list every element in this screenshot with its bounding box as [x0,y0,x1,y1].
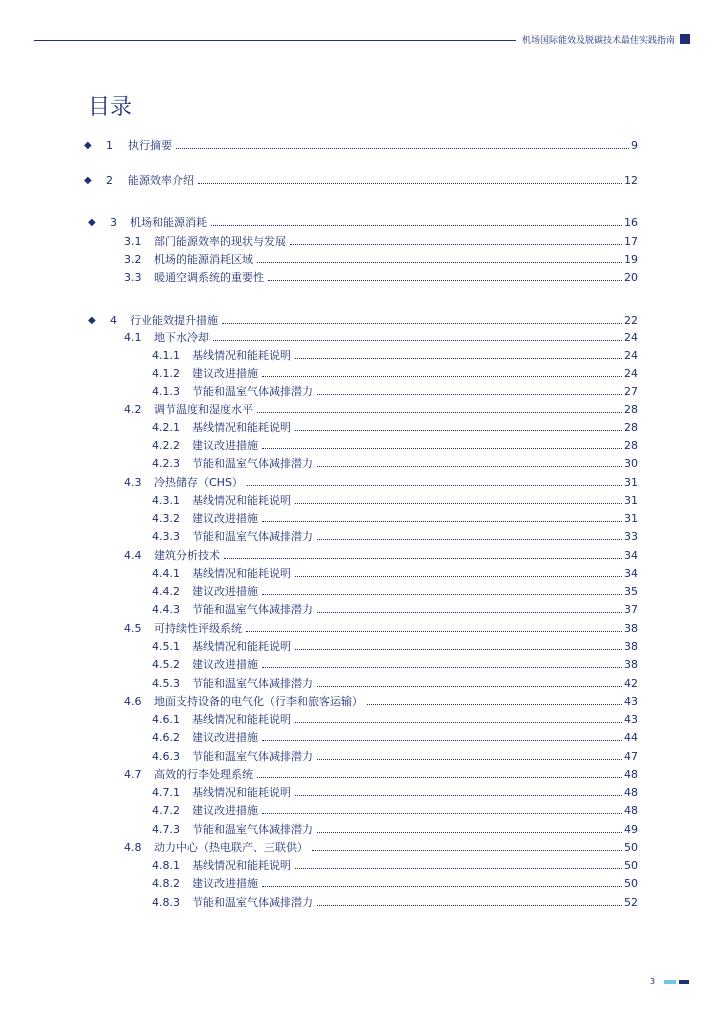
toc-leader-dots [213,339,622,341]
toc-entry-label: 建筑分析技术 [154,549,220,562]
toc-entry-number: 4.2.1 [152,421,180,434]
toc-entry-label: 建议改进措施 [192,804,258,817]
toc-entry-label: 可持续性评级系统 [154,622,242,635]
toc-entry-label: 基线情况和能耗说明 [192,494,291,507]
toc-entry-page: 31 [624,494,638,507]
toc-entry-subsection[interactable] [152,803,638,819]
toc-entry-number: 4.8 [124,841,142,854]
toc-entry-number: 4.3.1 [152,494,180,507]
toc-entry-label: 建议改进措施 [192,512,258,525]
toc-leader-dots [262,666,622,668]
diamond-bullet-icon: ◆ [88,315,96,326]
toc-entry-number: 4.7.1 [152,786,180,799]
toc-entry-section[interactable] [124,270,638,286]
toc-entry-number: 4.6 [124,695,142,708]
diamond-bullet-icon: ◆ [84,140,92,151]
toc-entry-page: 34 [624,567,638,580]
toc-entry-number: 4.4.3 [152,603,180,616]
toc-entry-chapter[interactable] [84,138,638,154]
toc-entry-label: 节能和温室气体减排潜力 [192,530,313,543]
toc-entry-number: 4.7.2 [152,804,180,817]
toc-entry-label: 暖通空调系统的重要性 [154,271,264,284]
toc-entry-subsection[interactable] [152,749,638,765]
toc-entry-page: 48 [624,786,638,799]
toc-entry-page: 48 [624,804,638,817]
toc-entry-page: 49 [624,823,638,836]
toc-entry-page: 9 [631,139,638,152]
toc-entry-page: 38 [624,658,638,671]
toc-entry-page: 19 [624,253,638,266]
toc-entry-number: 4.7 [124,768,142,781]
toc-entry-page: 17 [624,235,638,248]
toc-entry-subsection[interactable] [152,895,638,911]
toc-entry-subsection[interactable] [152,420,638,436]
header-rule [34,40,516,41]
toc-leader-dots [317,831,622,833]
toc-entry-label: 建议改进措施 [192,877,258,890]
toc-leader-dots [295,648,622,650]
running-header-title: 机场国际能效及脱碳技术最佳实践指南 [522,36,676,46]
toc-entry-page: 38 [624,622,638,635]
toc-entry-page: 24 [624,331,638,344]
toc-entry-number: 3.3 [124,271,142,284]
toc-entry-label: 机场的能源消耗区域 [154,253,253,266]
toc-entry-page: 30 [624,457,638,470]
toc-leader-dots [262,593,622,595]
toc-entry-label: 建议改进措施 [192,367,258,380]
toc-entry-page: 35 [624,585,638,598]
toc-entry-page: 42 [624,677,638,690]
toc-entry-page: 48 [624,768,638,781]
toc-entry-number: 3 [110,216,117,229]
toc-entry-section[interactable] [124,767,638,783]
diamond-bullet-icon: ◆ [84,175,92,186]
toc-entry-section[interactable] [124,402,638,418]
toc-entry-number: 4.6.1 [152,713,180,726]
toc-entry-page: 37 [624,603,638,616]
toc-entry-chapter[interactable] [84,173,638,189]
toc-entry-label: 节能和温室气体减排潜力 [192,603,313,616]
toc-entry-subsection[interactable] [152,584,638,600]
toc-leader-dots [247,484,622,486]
toc-entry-number: 4.3.3 [152,530,180,543]
toc-entry-page: 47 [624,750,638,763]
toc-entry-subsection[interactable] [152,511,638,527]
toc-leader-dots [262,812,622,814]
toc-leader-dots [295,502,622,504]
toc-entry-number: 4 [110,314,117,327]
toc-entry-page: 50 [624,859,638,872]
toc-leader-dots [262,447,622,449]
toc-entry-number: 4.4 [124,549,142,562]
toc-entry-page: 38 [624,640,638,653]
toc-entry-page: 22 [624,314,638,327]
toc-leader-dots [295,721,622,723]
toc-entry-label: 部门能源效率的现状与发展 [154,235,286,248]
toc-leader-dots [262,375,622,377]
toc-entry-number: 4.4.1 [152,567,180,580]
toc-leader-dots [317,904,622,906]
toc-entry-number: 3.2 [124,253,142,266]
toc-entry-subsection[interactable] [152,529,638,545]
toc-leader-dots [312,849,622,851]
toc-entry-label: 建议改进措施 [192,658,258,671]
toc-entry-page: 44 [624,731,638,744]
toc-leader-dots [262,885,622,887]
toc-entry-page: 43 [624,713,638,726]
toc-entry-number: 4.5.1 [152,640,180,653]
toc-entry-subsection[interactable] [152,602,638,618]
toc-entry-section[interactable] [124,621,638,637]
toc-entry-subsection[interactable] [152,822,638,838]
toc-leader-dots [224,557,622,559]
toc-entry-subsection[interactable] [152,657,638,673]
toc-entry-subsection[interactable] [152,876,638,892]
toc-entry-number: 4.8.2 [152,877,180,890]
toc-entry-label: 执行摘要 [128,139,172,152]
toc-entry-number: 4.2 [124,403,142,416]
toc-entry-subsection[interactable] [152,712,638,728]
toc-entry-number: 2 [106,174,113,187]
toc-entry-page: 28 [624,403,638,416]
toc-entry-number: 4.5.2 [152,658,180,671]
toc-entry-label: 基线情况和能耗说明 [192,640,291,653]
toc-entry-label: 地面支持设备的电气化（行李和旅客运输） [154,695,363,708]
toc-entry-page: 50 [624,841,638,854]
toc-entry-label: 基线情况和能耗说明 [192,567,291,580]
toc-entry-section[interactable] [124,548,638,564]
toc-entry-number: 4.6.2 [152,731,180,744]
footer-primary-bar [679,980,689,984]
toc-entry-page: 28 [624,439,638,452]
toc-leader-dots [262,520,622,522]
toc-entry-number: 4.8.1 [152,859,180,872]
toc-leader-dots [295,867,622,869]
toc-leader-dots [257,261,622,263]
toc-entry-subsection[interactable] [152,366,638,382]
toc-entry-number: 4.7.3 [152,823,180,836]
toc-entry-label: 节能和温室气体减排潜力 [192,677,313,690]
toc-entry-label: 行业能效提升措施 [130,314,218,327]
toc-entry-page: 24 [624,367,638,380]
toc-entry-label: 基线情况和能耗说明 [192,786,291,799]
toc-entry-label: 能源效率介绍 [128,174,194,187]
toc-heading: 目录 [88,95,133,120]
toc-leader-dots [317,611,622,613]
toc-entry-label: 建议改进措施 [192,585,258,598]
toc-entry-number: 4.5.3 [152,677,180,690]
toc-leader-dots [257,776,622,778]
toc-entry-page: 43 [624,695,638,708]
toc-entry-page: 31 [624,512,638,525]
toc-entry-page: 12 [624,174,638,187]
toc-entry-subsection[interactable] [152,639,638,655]
toc-entry-subsection[interactable] [152,456,638,472]
toc-entry-label: 节能和温室气体减排潜力 [192,896,313,909]
toc-entry-section[interactable] [124,694,638,710]
toc-entry-label: 基线情况和能耗说明 [192,859,291,872]
toc-entry-number: 4.3 [124,476,142,489]
toc-entry-subsection[interactable] [152,348,638,364]
toc-entry-label: 建议改进措施 [192,731,258,744]
page-number: 3 [650,977,656,986]
toc-entry-subsection[interactable] [152,785,638,801]
toc-entry-number: 4.1.1 [152,349,180,362]
toc-leader-dots [367,703,622,705]
toc-entry-page: 27 [624,385,638,398]
toc-leader-dots [295,794,622,796]
header-square-mark [680,34,690,44]
toc-leader-dots [198,182,622,184]
footer-accent-bar [664,980,676,984]
toc-entry-number: 4.8.3 [152,896,180,909]
toc-entry-subsection[interactable] [152,493,638,509]
toc-entry-subsection[interactable] [152,676,638,692]
toc-entry-subsection[interactable] [152,858,638,874]
toc-leader-dots [317,393,622,395]
toc-entry-number: 4.1.3 [152,385,180,398]
toc-entry-chapter[interactable] [88,313,638,329]
diamond-bullet-icon: ◆ [88,217,96,228]
toc-entry-page: 24 [624,349,638,362]
toc-entry-section[interactable] [124,252,638,268]
toc-leader-dots [222,322,622,324]
toc-entry-page: 33 [624,530,638,543]
toc-entry-page: 50 [624,877,638,890]
toc-entry-number: 1 [106,139,113,152]
toc-entry-subsection[interactable] [152,566,638,582]
toc-leader-dots [295,575,622,577]
toc-entry-section[interactable] [124,475,638,491]
toc-entry-page: 52 [624,896,638,909]
toc-entry-label: 地下水冷却 [154,331,209,344]
toc-entry-label: 冷热储存（CHS） [154,476,243,489]
toc-entry-page: 16 [624,216,638,229]
toc-leader-dots [268,279,622,281]
toc-leader-dots [262,739,622,741]
toc-entry-subsection[interactable] [152,730,638,746]
toc-entry-page: 31 [624,476,638,489]
toc-entry-label: 建议改进措施 [192,439,258,452]
toc-entry-section[interactable] [124,234,638,250]
toc-entry-chapter[interactable] [88,215,638,231]
toc-entry-label: 调节温度和湿度水平 [154,403,253,416]
toc-leader-dots [176,147,629,149]
toc-entry-label: 节能和温室气体减排潜力 [192,823,313,836]
toc-entry-section[interactable] [124,840,638,856]
toc-entry-label: 动力中心（热电联产、三联供） [154,841,308,854]
toc-leader-dots [246,630,622,632]
toc-entry-number: 4.1 [124,331,142,344]
toc-entry-number: 4.3.2 [152,512,180,525]
toc-entry-number: 4.4.2 [152,585,180,598]
toc-entry-label: 高效的行李处理系统 [154,768,253,781]
toc-entry-subsection[interactable] [152,438,638,454]
toc-entry-label: 基线情况和能耗说明 [192,349,291,362]
toc-entry-label: 机场和能源消耗 [130,216,207,229]
toc-entry-label: 基线情况和能耗说明 [192,421,291,434]
toc-leader-dots [257,411,622,413]
toc-entry-label: 节能和温室气体减排潜力 [192,750,313,763]
toc-entry-number: 4.5 [124,622,142,635]
toc-entry-number: 4.2.3 [152,457,180,470]
toc-entry-number: 4.2.2 [152,439,180,452]
toc-entry-section[interactable] [124,330,638,346]
toc-entry-page: 28 [624,421,638,434]
toc-leader-dots [317,758,622,760]
toc-entry-label: 节能和温室气体减排潜力 [192,457,313,470]
toc-leader-dots [211,224,622,226]
toc-entry-page: 34 [624,549,638,562]
toc-entry-label: 节能和温室气体减排潜力 [192,385,313,398]
toc-entry-page: 20 [624,271,638,284]
toc-entry-label: 基线情况和能耗说明 [192,713,291,726]
toc-leader-dots [290,243,622,245]
toc-leader-dots [295,429,622,431]
toc-entry-number: 4.6.3 [152,750,180,763]
toc-leader-dots [317,538,622,540]
toc-leader-dots [317,465,622,467]
toc-entry-number: 3.1 [124,235,142,248]
toc-entry-subsection[interactable] [152,384,638,400]
toc-leader-dots [295,357,622,359]
toc-leader-dots [317,685,622,687]
toc-entry-number: 4.1.2 [152,367,180,380]
